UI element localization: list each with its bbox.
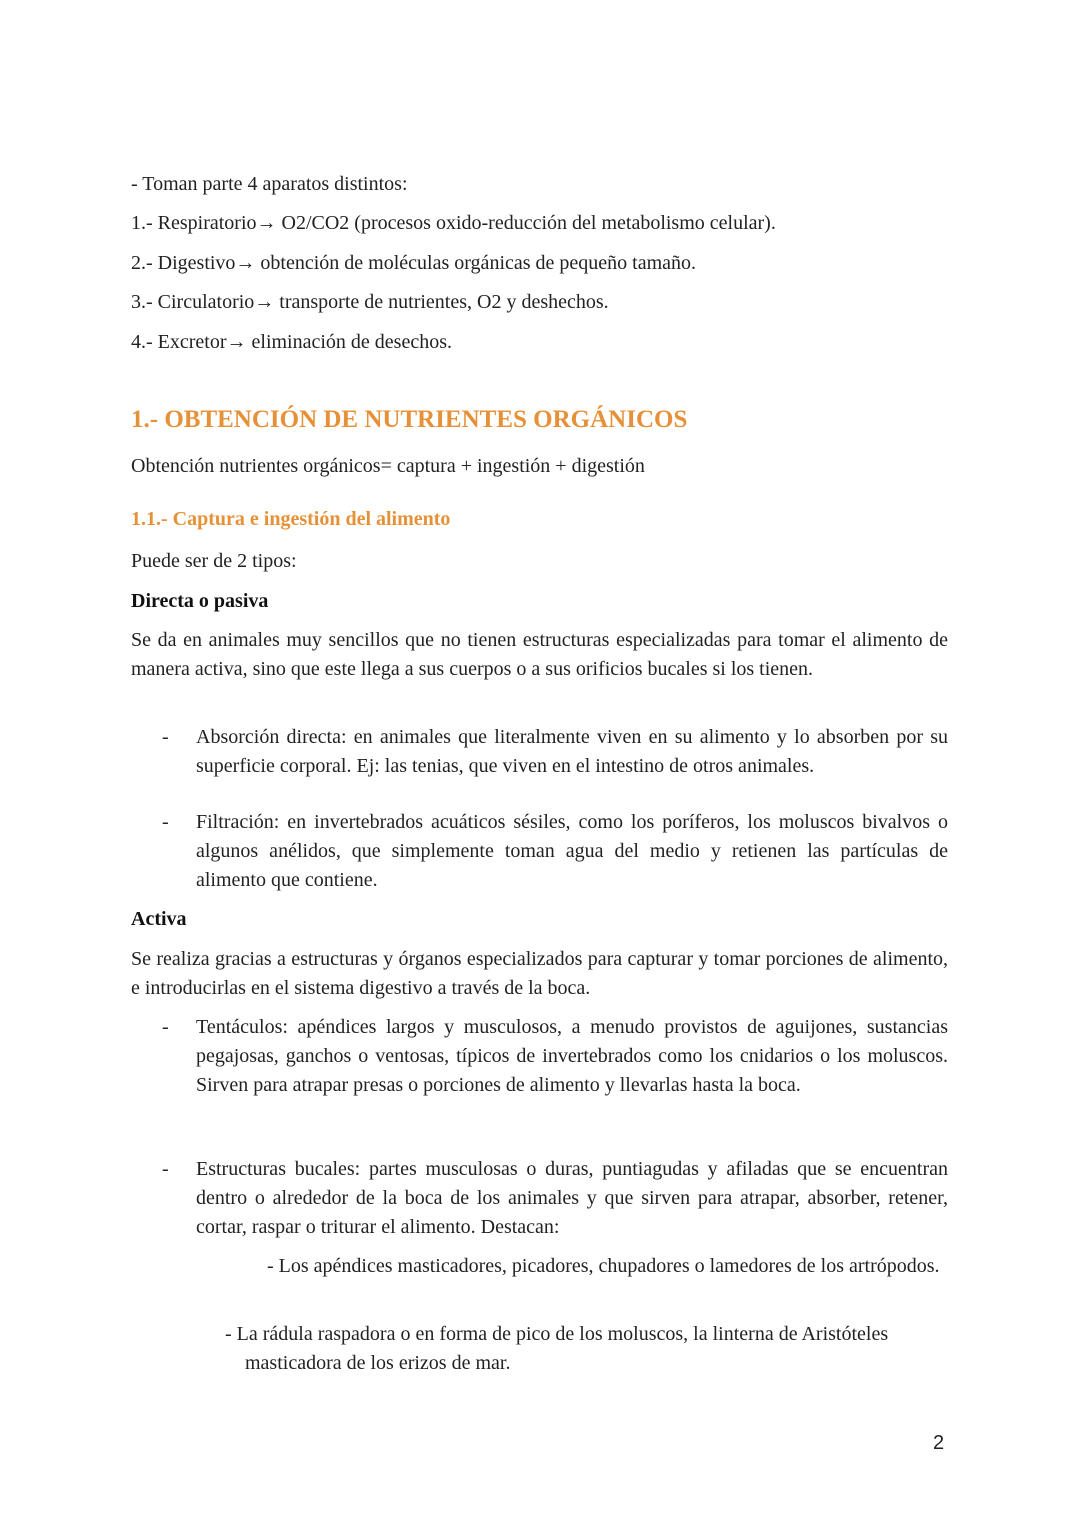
list-item-filtracion: Filtración: en invertebrados acuáticos sésiles, como los poríferos, los moluscos bivalvos o algunos anélidos, que simplemente toman agua del medio y retienen las partículas de alimento que contiene. — [196, 811, 948, 891]
intro-item-respiratorio: 1.- Respiratorio→ O2/CO2 (procesos oxido-reducción del metabolismo celular). — [131, 212, 776, 234]
bullet-dash: - — [162, 1158, 169, 1180]
bullet-dash: - — [162, 1016, 169, 1038]
section-1-formula: Obtención nutrientes orgánicos= captura + ingestión + digestión — [131, 455, 645, 477]
section-1-heading: 1.- OBTENCIÓN DE NUTRIENTES ORGÁNICOS — [131, 406, 688, 433]
intro-item-excretor: 4.- Excretor→ eliminación de desechos. — [131, 331, 452, 353]
sub-item-artropodos: - Los apéndices masticadores, picadores, chupadores o lamedores de los artrópodos. — [267, 1255, 940, 1277]
sub-item-moluscos-line1: - La rádula raspadora o en forma de pico de los moluscos, la linterna de Aristóteles — [225, 1323, 889, 1345]
section-1-1-intro: Puede ser de 2 tipos: — [131, 550, 297, 572]
activa-heading: Activa — [131, 908, 187, 930]
list-item-tentaculos: Tentáculos: apéndices largos y musculosos, a menudo provistos de aguijones, sustancias pegajosas, ganchos o ventosas, típicos de invertebrados como los cnidarios o los moluscos. Sirven para atrapar presas o porciones de alimento y llevarlas hasta la boca. — [196, 1016, 948, 1096]
sub-item-moluscos-line2: masticadora de los erizos de mar. — [245, 1352, 511, 1374]
activa-paragraph: Se realiza gracias a estructuras y órganos especializados para capturar y tomar porciones de alimento, e introducirlas en el sistema digestivo a través de la boca. — [131, 948, 948, 999]
sub-item-moluscos — [225, 1320, 948, 1378]
directa-paragraph: Se da en animales muy sencillos que no tienen estructuras especializadas para tomar el alimento de manera activa, sino que este llega a sus cuerpos o a sus orificios bucales si los tienen. — [131, 629, 948, 680]
intro-item-circulatorio: 3.- Circulatorio→ transporte de nutrientes, O2 y deshechos. — [131, 291, 609, 313]
intro-lead: - Toman parte 4 aparatos distintos: — [131, 173, 408, 195]
page-number: 2 — [933, 1432, 945, 1454]
bullet-dash: - — [162, 726, 169, 748]
list-item-absorcion: Absorción directa: en animales que literalmente viven en su alimento y lo absorben por su superficie corporal. Ej: las tenias, que viven en el intestino de otros animales. — [196, 726, 948, 777]
intro-item-digestivo: 2.- Digestivo→ obtención de moléculas orgánicas de pequeño tamaño. — [131, 252, 697, 274]
bullet-dash: - — [162, 811, 169, 833]
directa-heading: Directa o pasiva — [131, 590, 269, 612]
section-1-1-heading: 1.1.- Captura e ingestión del alimento — [131, 508, 451, 530]
list-item-estructuras-bucales: Estructuras bucales: partes musculosas o duras, puntiagudas y afiladas que se encuentran dentro o alrededor de la boca de los animales y que sirven para atrapar, absorber, retener, cortar, raspar o triturar el alimento. Destacan: — [196, 1158, 948, 1238]
